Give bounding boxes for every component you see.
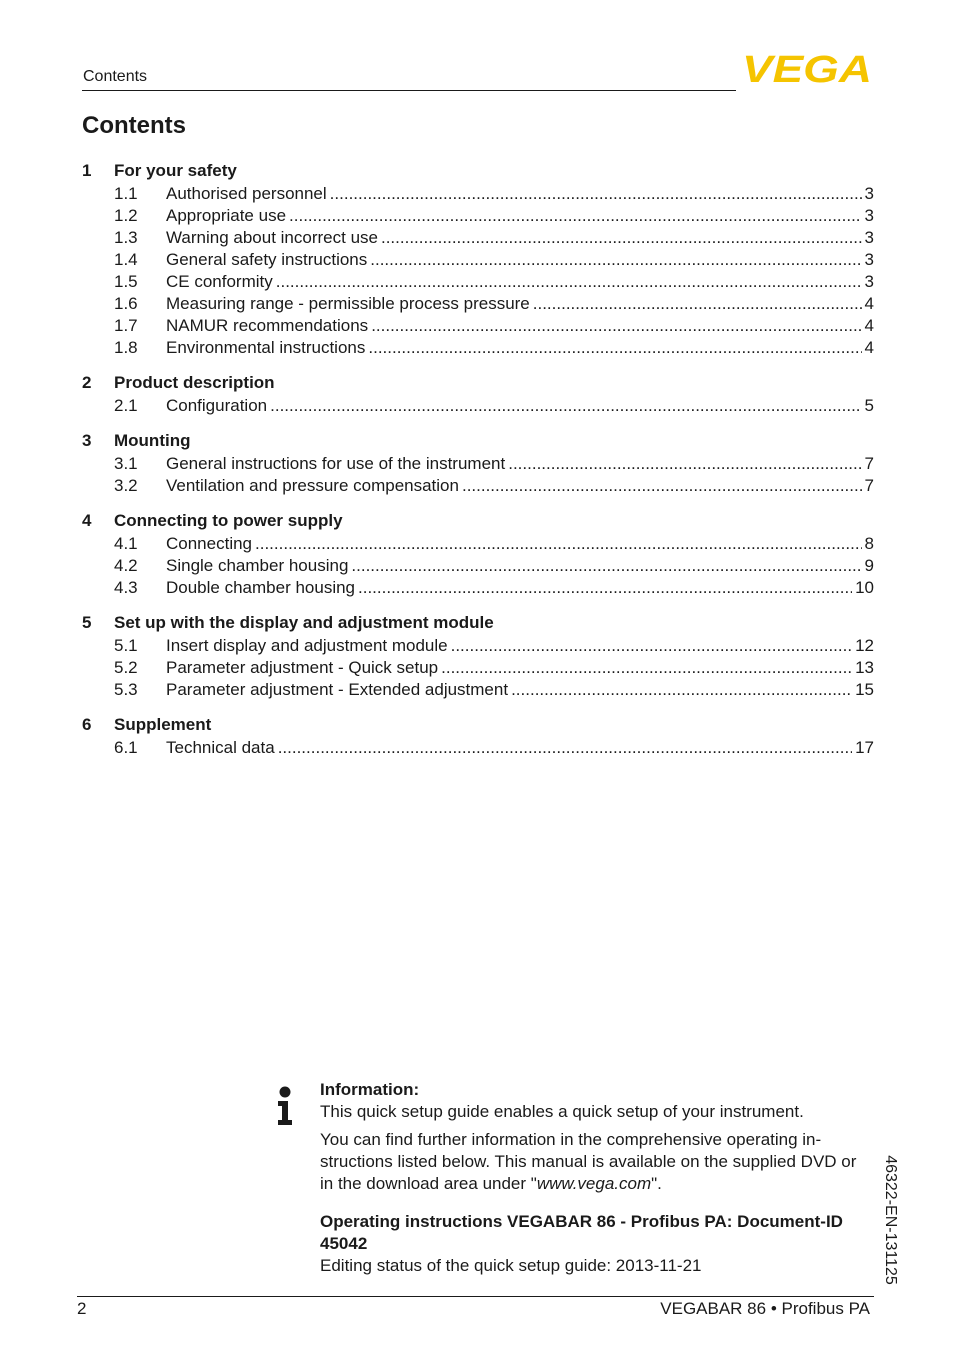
entry-page: 15: [855, 680, 874, 699]
entry-title: General safety instructions: [166, 250, 368, 269]
section-number: 2: [82, 372, 92, 392]
toc-section-heading[interactable]: [82, 428, 874, 453]
svg-text:VEGA: VEGA: [742, 52, 872, 84]
entry-number: 3.1: [114, 454, 138, 473]
entry-page: 3: [864, 272, 874, 291]
entry-page: 12: [855, 636, 874, 655]
toc-entry[interactable]: [82, 183, 874, 205]
toc-section: [82, 158, 874, 359]
dot-leader: [276, 272, 862, 292]
header-label: Contents: [83, 68, 148, 85]
entry-title: Appropriate use: [166, 206, 287, 225]
section-number: 4: [82, 510, 92, 530]
entry-number: 4.3: [114, 578, 138, 597]
dot-leader: [368, 338, 861, 358]
entry-page: 3: [864, 184, 874, 203]
toc-entry[interactable]: [82, 293, 874, 315]
section-title: Mounting: [114, 430, 191, 450]
entry-title: Connecting: [166, 534, 253, 553]
section-title: Set up with the display and adjustment module: [114, 612, 494, 632]
toc-entry[interactable]: [82, 737, 874, 759]
toc-section-heading[interactable]: [82, 610, 874, 635]
entry-title: CE conformity: [166, 272, 273, 291]
entry-page: 3: [864, 206, 874, 225]
editing-status: Editing status of the quick setup guide: 2013-11-21: [320, 1256, 702, 1275]
dot-leader: [358, 578, 852, 598]
section-title: Supplement: [114, 714, 212, 734]
section-title: Product description: [114, 372, 275, 392]
toc-section: [82, 370, 874, 417]
info-icon: [276, 1086, 294, 1126]
toc-entry[interactable]: [82, 249, 874, 271]
toc-entry[interactable]: [82, 577, 874, 599]
entry-page: 7: [864, 454, 874, 473]
dot-leader: [370, 250, 861, 270]
entry-title: Warning about incorrect use: [166, 228, 378, 247]
info-heading: Information:: [320, 1080, 420, 1099]
toc-entry[interactable]: [82, 679, 874, 701]
toc-section: [82, 610, 874, 701]
dot-leader: [289, 206, 862, 226]
info-line-2: You can find further information in the comprehensive operating instructions listed below. This manual is available on the supplied DVD or in the download area under "www.vega.com".: [320, 1130, 857, 1193]
entry-page: 8: [864, 534, 874, 553]
toc-section-heading[interactable]: [82, 158, 874, 183]
entry-title: Single chamber housing: [166, 556, 349, 575]
entry-title: Authorised personnel: [166, 184, 327, 203]
entry-title: Ventilation and pressure compensation: [166, 476, 459, 495]
entry-title: NAMUR recommendations: [166, 316, 369, 335]
entry-number: 4.1: [114, 534, 138, 553]
toc-entry[interactable]: [82, 227, 874, 249]
dot-leader: [511, 680, 852, 700]
entry-number: 3.2: [114, 476, 138, 495]
toc-entry[interactable]: [82, 475, 874, 497]
entry-title: Technical data: [166, 738, 275, 757]
table-of-contents: [82, 158, 874, 770]
entry-number: 1.2: [114, 206, 138, 225]
dot-leader: [508, 454, 861, 474]
toc-entry[interactable]: [82, 635, 874, 657]
footer-product-name: VEGABAR 86 • Profibus PA: [660, 1299, 870, 1318]
dot-leader: [371, 316, 861, 336]
entry-title: Parameter adjustment - Quick setup: [166, 658, 439, 677]
dot-leader: [381, 228, 862, 248]
document-reference: Operating instructions VEGABAR 86 - Profibus PA: Document-ID 45042: [320, 1212, 843, 1253]
section-number: 5: [82, 612, 92, 632]
entry-page: 4: [864, 316, 874, 335]
entry-page: 3: [864, 228, 874, 247]
toc-entry[interactable]: [82, 395, 874, 417]
toc-section: [82, 508, 874, 599]
toc-section: [82, 712, 874, 759]
dot-leader: [278, 738, 852, 758]
section-number: 6: [82, 714, 92, 734]
entry-number: 1.3: [114, 228, 138, 247]
toc-entry[interactable]: [82, 315, 874, 337]
toc-entry[interactable]: [82, 205, 874, 227]
entry-title: Parameter adjustment - Extended adjustment: [166, 680, 509, 699]
entry-title: Insert display and adjustment module: [166, 636, 448, 655]
entry-number: 1.1: [114, 184, 138, 203]
dot-leader: [533, 294, 862, 314]
entry-title: Double chamber housing: [166, 578, 356, 597]
entry-page: 13: [855, 658, 874, 677]
toc-entry[interactable]: [82, 337, 874, 359]
toc-section-heading[interactable]: [82, 370, 874, 395]
section-number: 1: [82, 160, 92, 180]
entry-number: 4.2: [114, 556, 138, 575]
page-title: Contents: [82, 112, 186, 139]
entry-title: Measuring range - permissible process pressure: [166, 294, 530, 313]
vega-logo: [742, 52, 872, 84]
toc-section-heading[interactable]: [82, 712, 874, 737]
entry-title: Configuration: [166, 396, 268, 415]
section-title: Connecting to power supply: [114, 510, 343, 530]
entry-page: 10: [855, 578, 874, 597]
entry-number: 1.8: [114, 338, 138, 357]
toc-entry[interactable]: [82, 271, 874, 293]
entry-number: 2.1: [114, 396, 138, 415]
entry-page: 5: [864, 396, 874, 415]
entry-page: 4: [864, 294, 874, 313]
dot-leader: [270, 396, 861, 416]
entry-page: 17: [855, 738, 874, 757]
toc-section: [82, 428, 874, 497]
entry-page: 3: [864, 250, 874, 269]
section-title: For your safety: [114, 160, 237, 180]
footer-rule: [77, 1296, 874, 1297]
section-number: 3: [82, 430, 92, 450]
dot-leader: [441, 658, 852, 678]
information-note: [320, 1079, 866, 1277]
entry-title: Environmental instructions: [166, 338, 366, 357]
entry-page: 7: [864, 476, 874, 495]
entry-number: 1.4: [114, 250, 138, 269]
entry-number: 5.2: [114, 658, 138, 677]
toc-section-heading[interactable]: [82, 508, 874, 533]
entry-number: 5.1: [114, 636, 138, 655]
dot-leader: [330, 184, 862, 204]
footer-page-number: 2: [77, 1299, 87, 1318]
document-code: 46322-EN-131125: [882, 1155, 899, 1285]
website-link[interactable]: www.vega.com: [536, 1174, 652, 1193]
entry-number: 1.5: [114, 272, 138, 291]
entry-page: 4: [864, 338, 874, 357]
info-line-1: This quick setup guide enables a quick setup of your instrument.: [320, 1102, 804, 1121]
entry-number: 1.6: [114, 294, 138, 313]
toc-entry[interactable]: [82, 453, 874, 475]
entry-number: 1.7: [114, 316, 138, 335]
dot-leader: [255, 534, 862, 554]
toc-entry[interactable]: [82, 533, 874, 555]
header-rule: [82, 90, 736, 91]
entry-page: 9: [864, 556, 874, 575]
dot-leader: [462, 476, 862, 496]
entry-number: 6.1: [114, 738, 138, 757]
entry-number: 5.3: [114, 680, 138, 699]
toc-entry[interactable]: [82, 657, 874, 679]
dot-leader: [451, 636, 852, 656]
toc-entry[interactable]: [82, 555, 874, 577]
dot-leader: [351, 556, 861, 576]
entry-title: General instructions for use of the instrument: [166, 454, 506, 473]
